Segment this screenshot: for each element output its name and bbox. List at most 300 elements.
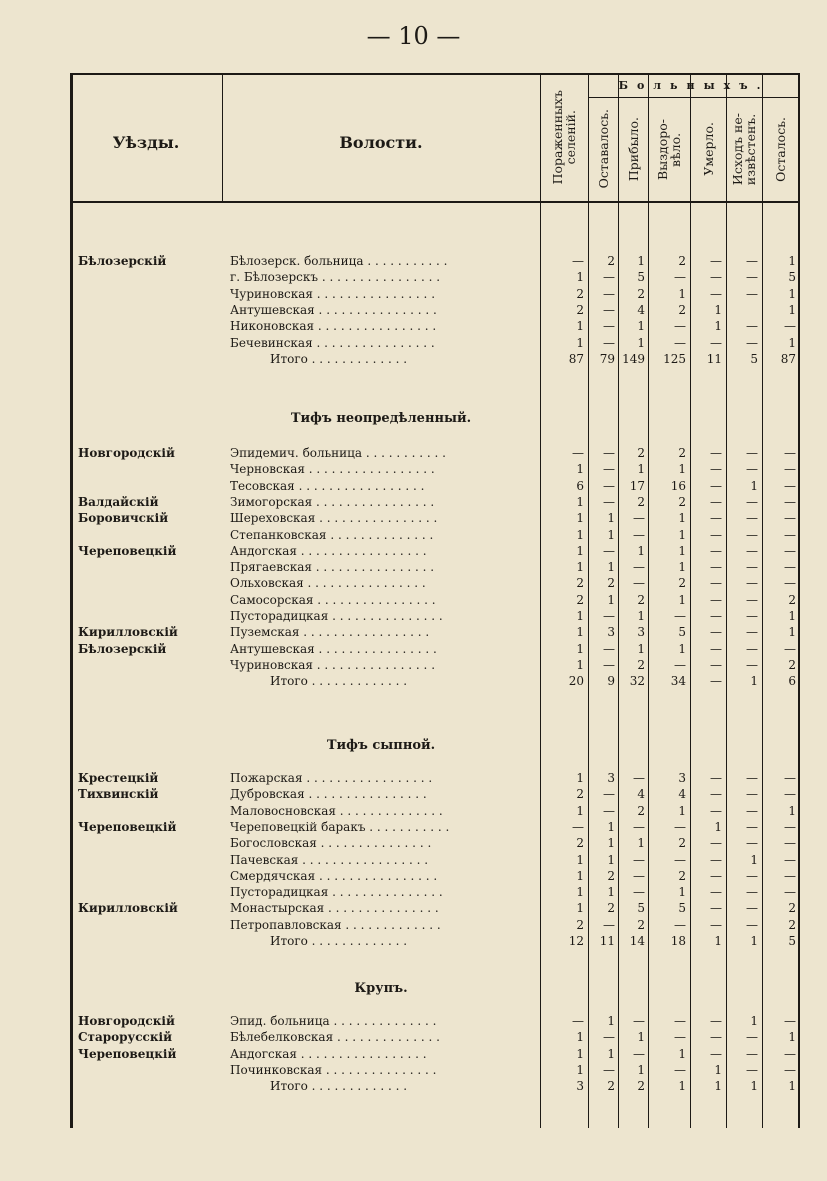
value-cell: — bbox=[784, 836, 796, 851]
value-cell: 1 bbox=[607, 511, 615, 526]
value-cell: — bbox=[674, 657, 686, 672]
uezd-cell: Новгородскій bbox=[78, 446, 175, 460]
value-cell: — bbox=[710, 270, 722, 285]
value-cell: 2 bbox=[607, 868, 615, 883]
value-cell: 1 bbox=[607, 885, 615, 900]
col-header-porazh: Пораженныхъ селеній. bbox=[550, 89, 578, 185]
table-row bbox=[70, 286, 800, 302]
volost-cell: Антушевская . . . . . . . . . . . . . . . . bbox=[230, 302, 437, 317]
value-cell: 2 bbox=[678, 446, 686, 460]
value-cell: 1 bbox=[678, 641, 686, 656]
value-cell: 1 bbox=[576, 771, 584, 785]
col-header-ostalos: Осталось. bbox=[772, 116, 788, 182]
value-cell: 1 bbox=[678, 527, 686, 542]
value-cell: 1 bbox=[678, 511, 686, 526]
value-cell: — bbox=[603, 543, 615, 558]
value-cell: — bbox=[603, 494, 615, 509]
value-cell: — bbox=[746, 641, 758, 656]
value-cell: — bbox=[710, 511, 722, 526]
value-cell: 1 bbox=[576, 543, 584, 558]
value-cell: 14 bbox=[629, 934, 645, 948]
table-row bbox=[70, 269, 800, 285]
value-cell: 1 bbox=[714, 934, 722, 948]
value-cell: 1 bbox=[788, 609, 796, 623]
value-cell: — bbox=[746, 527, 758, 542]
value-cell: — bbox=[710, 868, 722, 883]
value-cell: — bbox=[746, 657, 758, 672]
value-cell: 2 bbox=[576, 787, 584, 802]
col-header-pribylo: Прибыло. bbox=[625, 116, 641, 182]
value-cell: — bbox=[746, 560, 758, 575]
value-cell: — bbox=[603, 270, 615, 285]
value-cell: — bbox=[784, 462, 796, 477]
value-cell: 11 bbox=[706, 351, 722, 366]
value-cell: — bbox=[603, 319, 615, 334]
value-cell: 1 bbox=[637, 254, 645, 268]
value-cell: 2 bbox=[678, 576, 686, 591]
volost-cell: Пачевская . . . . . . . . . . . . . . . . . bbox=[230, 852, 429, 867]
value-cell: 6 bbox=[576, 478, 584, 493]
value-cell: 18 bbox=[670, 934, 686, 948]
volost-cell: Монастырская . . . . . . . . . . . . . . . bbox=[230, 901, 439, 916]
value-cell: — bbox=[710, 803, 722, 818]
value-cell: 2 bbox=[576, 836, 584, 851]
value-cell: 1 bbox=[576, 511, 584, 526]
value-cell: 34 bbox=[670, 674, 686, 689]
value-cell: 1 bbox=[576, 319, 584, 334]
value-cell: — bbox=[710, 609, 722, 623]
value-cell: 1 bbox=[576, 885, 584, 900]
value-cell: — bbox=[746, 1030, 758, 1045]
value-cell: 87 bbox=[780, 351, 796, 366]
total-row bbox=[70, 351, 800, 367]
value-cell: 1 bbox=[576, 868, 584, 883]
volost-cell: Дубровская . . . . . . . . . . . . . . . . bbox=[230, 787, 427, 802]
value-cell: — bbox=[633, 560, 645, 575]
value-cell: 2 bbox=[607, 901, 615, 916]
value-cell: 1 bbox=[714, 302, 722, 317]
value-cell: — bbox=[633, 868, 645, 883]
value-cell: — bbox=[784, 511, 796, 526]
value-cell: — bbox=[746, 576, 758, 591]
value-cell: — bbox=[710, 560, 722, 575]
uezd-cell: Старорусскій bbox=[78, 1030, 172, 1045]
value-cell: 1 bbox=[637, 836, 645, 851]
volost-cell: Пусторадицкая . . . . . . . . . . . . . . . bbox=[230, 609, 443, 623]
volost-cell: Пожарская . . . . . . . . . . . . . . . . . bbox=[230, 771, 433, 785]
value-cell: 1 bbox=[576, 462, 584, 477]
value-cell: 1 bbox=[788, 625, 796, 640]
value-cell: 1 bbox=[788, 1030, 796, 1045]
table-row bbox=[70, 786, 800, 802]
value-cell: 1 bbox=[714, 1079, 722, 1094]
value-cell: 1 bbox=[678, 592, 686, 607]
value-cell: 1 bbox=[714, 1062, 722, 1077]
value-cell: 5 bbox=[788, 270, 796, 285]
volost-cell: Итого . . . . . . . . . . . . . bbox=[270, 934, 408, 948]
value-cell: — bbox=[603, 335, 615, 350]
uezd-cell: Валдайскій bbox=[78, 494, 159, 509]
col-header-ishod: Исходъ не- извѣстенъ. bbox=[730, 112, 758, 186]
value-cell: — bbox=[603, 286, 615, 301]
value-cell: — bbox=[633, 527, 645, 542]
value-cell: 3 bbox=[607, 771, 615, 785]
value-cell: — bbox=[674, 1014, 686, 1028]
value-cell: 1 bbox=[576, 527, 584, 542]
value-cell: — bbox=[710, 478, 722, 493]
volost-cell: Андогская . . . . . . . . . . . . . . . . . bbox=[230, 543, 427, 558]
value-cell: — bbox=[633, 576, 645, 591]
value-cell: 20 bbox=[568, 674, 584, 689]
value-cell: 2 bbox=[637, 657, 645, 672]
value-cell: — bbox=[784, 787, 796, 802]
value-cell: 2 bbox=[576, 286, 584, 301]
value-cell: 2 bbox=[678, 494, 686, 509]
table-row bbox=[70, 819, 800, 835]
uezd-cell: Череповецкій bbox=[78, 819, 177, 834]
value-cell: 1 bbox=[637, 641, 645, 656]
value-cell: — bbox=[710, 462, 722, 477]
value-cell: 1 bbox=[750, 934, 758, 948]
volost-cell: Эпидемич. больница . . . . . . . . . . . bbox=[230, 446, 446, 460]
section-title: Крупъ. bbox=[354, 981, 408, 996]
uezd-cell: Череповецкій bbox=[78, 1046, 177, 1061]
value-cell: — bbox=[603, 917, 615, 932]
value-cell: 2 bbox=[788, 901, 796, 916]
value-cell: 2 bbox=[637, 286, 645, 301]
uezd-cell: Боровичскій bbox=[78, 511, 169, 526]
uezd-cell: Кирилловскій bbox=[78, 625, 178, 640]
col-header-umerlo: Умерло. bbox=[700, 122, 716, 176]
value-cell: — bbox=[784, 478, 796, 493]
value-cell: 2 bbox=[637, 917, 645, 932]
table-row bbox=[70, 803, 800, 819]
value-cell: — bbox=[746, 901, 758, 916]
value-cell: — bbox=[633, 771, 645, 785]
value-cell: — bbox=[710, 836, 722, 851]
value-cell: 5 bbox=[750, 351, 758, 366]
col-header-ostavalos: Оставалось. bbox=[595, 109, 611, 189]
value-cell: 1 bbox=[576, 560, 584, 575]
value-cell: — bbox=[633, 819, 645, 834]
value-cell: 1 bbox=[788, 803, 796, 818]
col-header-vyzdor: Выздоро- вѣло. bbox=[655, 118, 683, 180]
table-row bbox=[70, 770, 800, 786]
table-row bbox=[70, 624, 800, 640]
value-cell: — bbox=[746, 836, 758, 851]
volost-cell: Черновская . . . . . . . . . . . . . . . . . bbox=[230, 462, 435, 477]
value-cell: 1 bbox=[750, 852, 758, 867]
value-cell: — bbox=[603, 478, 615, 493]
value-cell: — bbox=[746, 1062, 758, 1077]
value-cell: 9 bbox=[607, 674, 615, 689]
value-cell: — bbox=[710, 527, 722, 542]
value-cell: — bbox=[603, 641, 615, 656]
value-cell: — bbox=[746, 1046, 758, 1061]
value-cell: 2 bbox=[788, 592, 796, 607]
table-row bbox=[70, 608, 800, 624]
volost-cell: Чуриновская . . . . . . . . . . . . . . . . bbox=[230, 657, 436, 672]
value-cell: 3 bbox=[607, 625, 615, 640]
value-cell: 1 bbox=[576, 335, 584, 350]
value-cell: — bbox=[710, 576, 722, 591]
page-number: — 10 — bbox=[366, 22, 461, 50]
value-cell: — bbox=[710, 286, 722, 301]
value-cell: — bbox=[746, 335, 758, 350]
table-row bbox=[70, 575, 800, 591]
value-cell: — bbox=[746, 771, 758, 785]
value-cell: — bbox=[784, 1014, 796, 1028]
value-cell: — bbox=[674, 1030, 686, 1045]
value-cell: — bbox=[674, 319, 686, 334]
value-cell: 1 bbox=[576, 641, 584, 656]
value-cell: 1 bbox=[714, 819, 722, 834]
value-cell: — bbox=[784, 527, 796, 542]
value-cell: — bbox=[746, 592, 758, 607]
value-cell: — bbox=[784, 543, 796, 558]
volost-cell: Бѣлозерск. больница . . . . . . . . . . . bbox=[230, 254, 448, 268]
value-cell: 2 bbox=[637, 592, 645, 607]
value-cell: — bbox=[746, 803, 758, 818]
value-cell: — bbox=[572, 254, 584, 268]
table-row bbox=[70, 478, 800, 494]
value-cell: 4 bbox=[637, 302, 645, 317]
table-row bbox=[70, 1062, 800, 1078]
value-cell: 2 bbox=[607, 1079, 615, 1094]
value-cell: — bbox=[710, 917, 722, 932]
value-cell: — bbox=[633, 852, 645, 867]
value-cell: — bbox=[674, 335, 686, 350]
col-group-bolnyh: Больныхъ. bbox=[618, 79, 770, 92]
value-cell: 16 bbox=[670, 478, 686, 493]
value-cell: — bbox=[572, 446, 584, 460]
value-cell: 1 bbox=[750, 674, 758, 689]
value-cell: 1 bbox=[678, 1079, 686, 1094]
value-cell: — bbox=[603, 609, 615, 623]
volost-cell: Починковская . . . . . . . . . . . . . . . bbox=[230, 1062, 437, 1077]
value-cell: — bbox=[603, 1062, 615, 1077]
value-cell: 2 bbox=[607, 254, 615, 268]
total-row bbox=[70, 1078, 800, 1094]
value-cell: 17 bbox=[629, 478, 645, 493]
value-cell: — bbox=[746, 543, 758, 558]
value-cell: 1 bbox=[576, 901, 584, 916]
value-cell: — bbox=[633, 1046, 645, 1061]
value-cell: 1 bbox=[750, 1079, 758, 1094]
value-cell: — bbox=[784, 771, 796, 785]
value-cell: 2 bbox=[637, 1079, 645, 1094]
value-cell: 1 bbox=[576, 852, 584, 867]
value-cell: — bbox=[710, 771, 722, 785]
value-cell: — bbox=[603, 462, 615, 477]
value-cell: 5 bbox=[637, 901, 645, 916]
value-cell: — bbox=[746, 625, 758, 640]
value-cell: — bbox=[710, 657, 722, 672]
value-cell: 87 bbox=[568, 351, 584, 366]
value-cell: 1 bbox=[607, 819, 615, 834]
volost-cell: Пуземская . . . . . . . . . . . . . . . . . bbox=[230, 625, 430, 640]
value-cell: — bbox=[674, 917, 686, 932]
volost-cell: Бѣлебелковская . . . . . . . . . . . . . . bbox=[230, 1030, 440, 1045]
value-cell: 2 bbox=[607, 576, 615, 591]
value-cell: — bbox=[746, 494, 758, 509]
volost-cell: Чуриновская . . . . . . . . . . . . . . . . bbox=[230, 286, 436, 301]
value-cell: — bbox=[633, 885, 645, 900]
value-cell: — bbox=[746, 286, 758, 301]
value-cell: 2 bbox=[678, 254, 686, 268]
value-cell: — bbox=[710, 885, 722, 900]
value-cell: 1 bbox=[607, 852, 615, 867]
table-row bbox=[70, 884, 800, 900]
value-cell: 1 bbox=[788, 254, 796, 268]
volost-cell: Череповецкій баракъ . . . . . . . . . . . bbox=[230, 819, 450, 834]
value-cell: 2 bbox=[576, 302, 584, 317]
table-row bbox=[70, 543, 800, 559]
volost-cell: Никоновская . . . . . . . . . . . . . . . . bbox=[230, 319, 437, 334]
value-cell: — bbox=[710, 852, 722, 867]
value-cell: — bbox=[784, 641, 796, 656]
value-cell: — bbox=[784, 852, 796, 867]
volost-cell: Зимогорская . . . . . . . . . . . . . . . . bbox=[230, 494, 435, 509]
value-cell: — bbox=[603, 446, 615, 460]
value-cell: 1 bbox=[788, 286, 796, 301]
value-cell: 1 bbox=[607, 560, 615, 575]
value-cell: 5 bbox=[678, 625, 686, 640]
table-row bbox=[70, 835, 800, 851]
value-cell: 2 bbox=[576, 917, 584, 932]
value-cell: 1 bbox=[678, 1046, 686, 1061]
value-cell: — bbox=[746, 819, 758, 834]
value-cell: 1 bbox=[750, 478, 758, 493]
section-title: Тифъ неопредѣленный. bbox=[290, 411, 472, 426]
value-cell: 1 bbox=[678, 803, 686, 818]
value-cell: — bbox=[746, 609, 758, 623]
value-cell: 1 bbox=[637, 609, 645, 623]
value-cell: — bbox=[710, 254, 722, 268]
value-cell: — bbox=[746, 462, 758, 477]
volost-cell: Итого . . . . . . . . . . . . . bbox=[270, 674, 408, 689]
value-cell: — bbox=[674, 819, 686, 834]
value-cell: — bbox=[746, 787, 758, 802]
value-cell: — bbox=[710, 787, 722, 802]
value-cell: 2 bbox=[678, 836, 686, 851]
value-cell: — bbox=[784, 1046, 796, 1061]
value-cell: 1 bbox=[637, 1062, 645, 1077]
value-cell: — bbox=[710, 1046, 722, 1061]
value-cell: 2 bbox=[576, 592, 584, 607]
value-cell: — bbox=[746, 917, 758, 932]
table-row bbox=[70, 868, 800, 884]
table-row bbox=[70, 657, 800, 673]
value-cell: — bbox=[603, 1030, 615, 1045]
value-cell: — bbox=[633, 1014, 645, 1028]
table-row bbox=[70, 1013, 800, 1029]
value-cell: — bbox=[572, 1014, 584, 1028]
table-row bbox=[70, 592, 800, 608]
uezd-cell: Бѣлозерскій bbox=[78, 254, 167, 268]
value-cell: 5 bbox=[678, 901, 686, 916]
value-cell: 125 bbox=[663, 351, 686, 366]
value-cell: 1 bbox=[576, 1062, 584, 1077]
value-cell: 1 bbox=[678, 462, 686, 477]
value-cell: — bbox=[710, 625, 722, 640]
statistics-table bbox=[70, 73, 800, 1128]
value-cell: 1 bbox=[637, 319, 645, 334]
value-cell: 2 bbox=[637, 803, 645, 818]
table-row bbox=[70, 302, 800, 318]
uezd-cell: Кирилловскій bbox=[78, 901, 178, 916]
value-cell: — bbox=[633, 511, 645, 526]
value-cell: 1 bbox=[637, 543, 645, 558]
value-cell: 2 bbox=[637, 446, 645, 460]
value-cell: — bbox=[572, 819, 584, 834]
value-cell: 1 bbox=[576, 609, 584, 623]
value-cell: 2 bbox=[576, 576, 584, 591]
value-cell: — bbox=[784, 494, 796, 509]
value-cell: 1 bbox=[637, 335, 645, 350]
volost-cell: Самосорская . . . . . . . . . . . . . . . . bbox=[230, 592, 436, 607]
table-row bbox=[70, 1046, 800, 1062]
value-cell: 1 bbox=[607, 1046, 615, 1061]
value-cell: — bbox=[710, 674, 722, 689]
value-cell: — bbox=[746, 446, 758, 460]
col-header-volost: Волости. bbox=[339, 133, 423, 152]
value-cell: 11 bbox=[599, 934, 615, 948]
value-cell: 1 bbox=[678, 560, 686, 575]
value-cell: — bbox=[746, 319, 758, 334]
volost-cell: Ольховская . . . . . . . . . . . . . . . . bbox=[230, 576, 426, 591]
uezd-cell: Новгородскій bbox=[78, 1014, 175, 1028]
value-cell: 6 bbox=[788, 674, 796, 689]
value-cell: — bbox=[784, 319, 796, 334]
value-cell: — bbox=[674, 270, 686, 285]
volost-cell: Маловосновская . . . . . . . . . . . . . . bbox=[230, 803, 443, 818]
table-row bbox=[70, 852, 800, 868]
value-cell: 1 bbox=[576, 625, 584, 640]
value-cell: — bbox=[710, 641, 722, 656]
value-cell: 79 bbox=[599, 351, 615, 366]
uezd-cell: Тихвинскій bbox=[78, 787, 159, 802]
table-row bbox=[70, 494, 800, 510]
volost-cell: Богословская . . . . . . . . . . . . . . . bbox=[230, 836, 432, 851]
uezd-cell: Бѣлозерскій bbox=[78, 641, 167, 656]
value-cell: 3 bbox=[678, 771, 686, 785]
volost-cell: Степанковская . . . . . . . . . . . . . . bbox=[230, 527, 434, 542]
table-row bbox=[70, 559, 800, 575]
value-cell: — bbox=[710, 335, 722, 350]
value-cell: — bbox=[746, 511, 758, 526]
volost-cell: Антушевская . . . . . . . . . . . . . . . . bbox=[230, 641, 437, 656]
value-cell: — bbox=[784, 1062, 796, 1077]
value-cell: — bbox=[784, 868, 796, 883]
value-cell: — bbox=[746, 868, 758, 883]
value-cell: 1 bbox=[637, 1030, 645, 1045]
table-row bbox=[70, 253, 800, 269]
value-cell: 1 bbox=[576, 494, 584, 509]
volost-cell: Смердячская . . . . . . . . . . . . . . . . bbox=[230, 868, 438, 883]
total-row bbox=[70, 673, 800, 689]
volost-cell: Петропавловская . . . . . . . . . . . . . bbox=[230, 917, 441, 932]
volost-cell: Прягаевская . . . . . . . . . . . . . . . . bbox=[230, 560, 435, 575]
value-cell: 5 bbox=[788, 934, 796, 948]
value-cell: — bbox=[746, 270, 758, 285]
group-rule bbox=[588, 97, 800, 98]
table-row bbox=[70, 900, 800, 916]
value-cell: — bbox=[603, 302, 615, 317]
volost-cell: Эпид. больница . . . . . . . . . . . . . . bbox=[230, 1014, 437, 1028]
volost-cell: Итого . . . . . . . . . . . . . bbox=[270, 1079, 408, 1094]
table-row bbox=[70, 461, 800, 477]
